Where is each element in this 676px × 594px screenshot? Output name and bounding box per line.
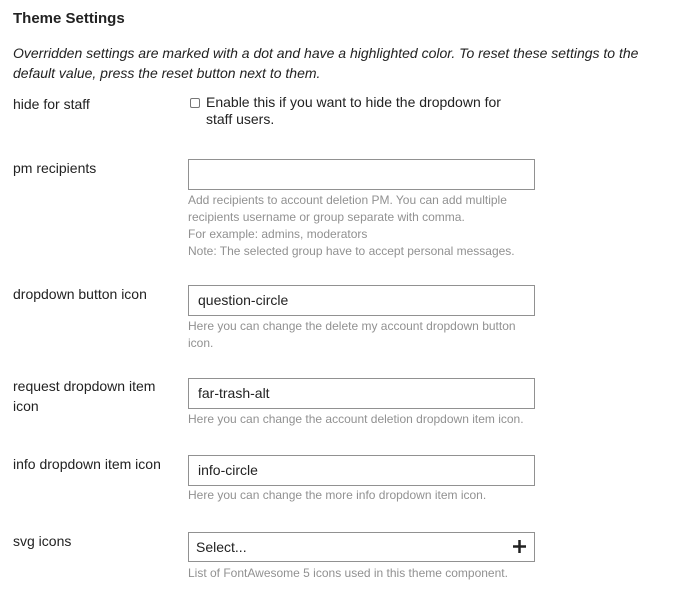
dropdown-button-icon-input[interactable]: question-circle	[188, 285, 535, 316]
help-line: Here you can change the delete my account dropdown button	[188, 319, 516, 333]
help-line: List of FontAwesome 5 icons used in this theme component.	[188, 566, 508, 580]
hide-for-staff-description[interactable]: Enable this if you want to hide the dropdown for staff users.	[206, 94, 501, 127]
hide-for-staff-checkbox[interactable]	[190, 98, 200, 108]
help-line: recipients username or group separate with comma.	[188, 210, 465, 224]
pm-recipients-help	[188, 192, 533, 260]
setting-label-pm-recipients: pm recipients	[13, 160, 97, 176]
pm-recipients-input[interactable]	[188, 159, 535, 190]
svg-icons-select[interactable]	[188, 532, 535, 562]
plus-icon[interactable]	[513, 540, 526, 553]
svg-icons-select-placeholder: Select...	[196, 539, 247, 555]
help-line: For example: admins, moderators	[188, 227, 368, 241]
info-dropdown-item-icon-input[interactable]: info-circle	[188, 455, 535, 486]
help-line: Here you can change the account deletion dropdown item icon.	[188, 412, 524, 426]
setting-label-dropdown-button-icon: dropdown button icon	[13, 286, 147, 302]
setting-label-info-dropdown-item-icon: info dropdown item icon	[13, 456, 161, 472]
setting-label-svg-icons: svg icons	[13, 533, 72, 549]
help-line: Here you can change the more info dropdown item icon.	[188, 488, 487, 502]
page-title: Theme Settings	[13, 10, 125, 27]
help-line: icon.	[188, 336, 214, 350]
help-line: Note: The selected group have to accept personal messages.	[188, 244, 515, 258]
setting-label-request-dropdown-item-icon: request dropdown item icon	[13, 378, 156, 414]
settings-intro: Overridden settings are marked with a dot and have a highlighted color. To reset these settings to the default value, press the reset button next to them.	[13, 45, 639, 81]
setting-label-hide-for-staff: hide for staff	[13, 96, 90, 112]
svg-icons-help	[188, 565, 533, 582]
request-dropdown-item-icon-help	[188, 411, 548, 428]
info-dropdown-item-icon-help	[188, 487, 533, 504]
dropdown-button-icon-help	[188, 318, 533, 352]
request-dropdown-item-icon-input[interactable]: far-trash-alt	[188, 378, 535, 409]
help-line: Add recipients to account deletion PM. You can add multiple	[188, 193, 507, 207]
